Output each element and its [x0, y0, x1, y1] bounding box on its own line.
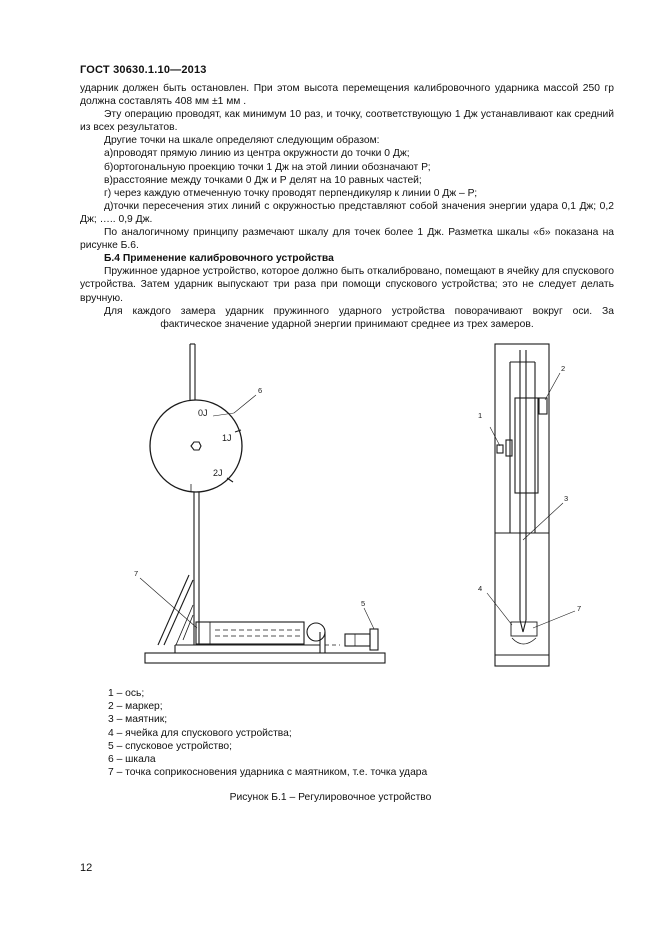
callout-leader: [545, 373, 560, 400]
impactor-ball: [307, 623, 325, 641]
release-device: [345, 634, 370, 646]
brace: [158, 575, 189, 645]
document-header: ГОСТ 30630.1.10—2013: [80, 64, 207, 76]
legend-item: 7 – точка соприкосновения ударника с маятником, т.е. точка удара: [108, 767, 428, 779]
callout-label: 5: [361, 599, 366, 608]
list-item: а)проводят прямую линию из центра окружности до точки 0 Дж;: [104, 148, 410, 160]
scale-label-2j: 2J: [213, 468, 223, 478]
legend-item: 2 – маркер;: [108, 701, 163, 713]
legend-item: 6 – шкала: [108, 754, 156, 766]
callout-label: 7: [577, 604, 582, 613]
callout-label: 4: [478, 584, 483, 593]
legend-item: 5 – спусковое устройство;: [108, 740, 233, 752]
paragraph: По аналогичному принципу размечают шкалу для точек более 1 Дж. Разметка шкалы «б» показана на рисунке Б.6.: [80, 227, 614, 252]
front-frame: [495, 344, 549, 666]
list-item: д)точки пересечения этих линий с окружностью представляют собой значения энергии удара 0,1 Дж; 0,2 Дж; ….. 0,9 Дж.: [80, 200, 614, 225]
legend-item: 4 – ячейка для спускового устройства;: [108, 727, 292, 739]
brace: [164, 580, 193, 645]
callout-label: 2: [561, 364, 566, 373]
hexagon-hub-icon: [191, 442, 201, 450]
callout-leader: [523, 503, 563, 540]
scale-label-0j: 0J: [198, 408, 208, 418]
callout-label: 6: [258, 386, 263, 395]
scale-label-1j: 1J: [222, 433, 232, 443]
callout-leader: [234, 395, 256, 413]
callout-label: 7: [134, 569, 139, 578]
paragraph: Эту операцию проводят, как минимум 10 раз, и точку, соответствующую 1 Дж устанавливают как средний из всех результатов.: [80, 109, 614, 134]
front-view: [487, 344, 575, 666]
list-item: б)ортогональную проекцию точки 1 Дж на этой линии обозначают Р;: [104, 161, 431, 173]
section-heading: Б.4 Применение калибровочного устройства: [104, 253, 334, 265]
side-view: [140, 344, 385, 663]
paragraph: Другие точки на шкале определяют следующим образом:: [104, 135, 380, 147]
paragraph: фактическое значение ударной энергии принимают среднее из трех замеров.: [160, 318, 534, 330]
figure-legend: [108, 687, 427, 779]
impactor-barrel: [196, 622, 304, 644]
paragraph: Пружинное ударное устройство, которое должно быть откалибровано, помещают в ячейку для спускового устройства. Затем ударник выпускают три раза при помощи спускового устройства; это не следует делать вручную.: [80, 266, 614, 304]
callout-label: 3: [564, 494, 569, 503]
callout-leader: [533, 611, 575, 628]
list-item: г) через каждую отмеченную точку проводят перпендикуляр к линии 0 Дж – Р;: [104, 187, 478, 199]
figure-caption: Рисунок Б.1 – Регулировочное устройство: [229, 792, 432, 803]
base-plate: [145, 653, 385, 663]
paragraph: Для каждого замера ударник пружинного ударного устройства поворачивают вокруг оси. За: [104, 305, 614, 317]
figure-drawing: [0, 335, 661, 675]
legend-item: 1 – ось;: [108, 688, 145, 699]
legend-item: 3 – маятник;: [108, 714, 168, 726]
body-text: [80, 82, 614, 331]
callout-leader: [487, 593, 512, 625]
marker: [539, 398, 547, 414]
calibration-device-figure: [0, 335, 661, 675]
list-item: в)расстояние между точками 0 Дж и Р делят на 10 равных частей;: [104, 174, 422, 186]
callout-leader: [364, 608, 374, 629]
axis-pin: [497, 445, 503, 453]
paragraph: ударник должен быть остановлен. При этом высота перемещения калибровочного ударника массой 250 гр должна составлять 408 мм ±1 мм .: [80, 83, 614, 108]
callout-label: 1: [478, 411, 483, 420]
page-number: 12: [80, 862, 93, 874]
